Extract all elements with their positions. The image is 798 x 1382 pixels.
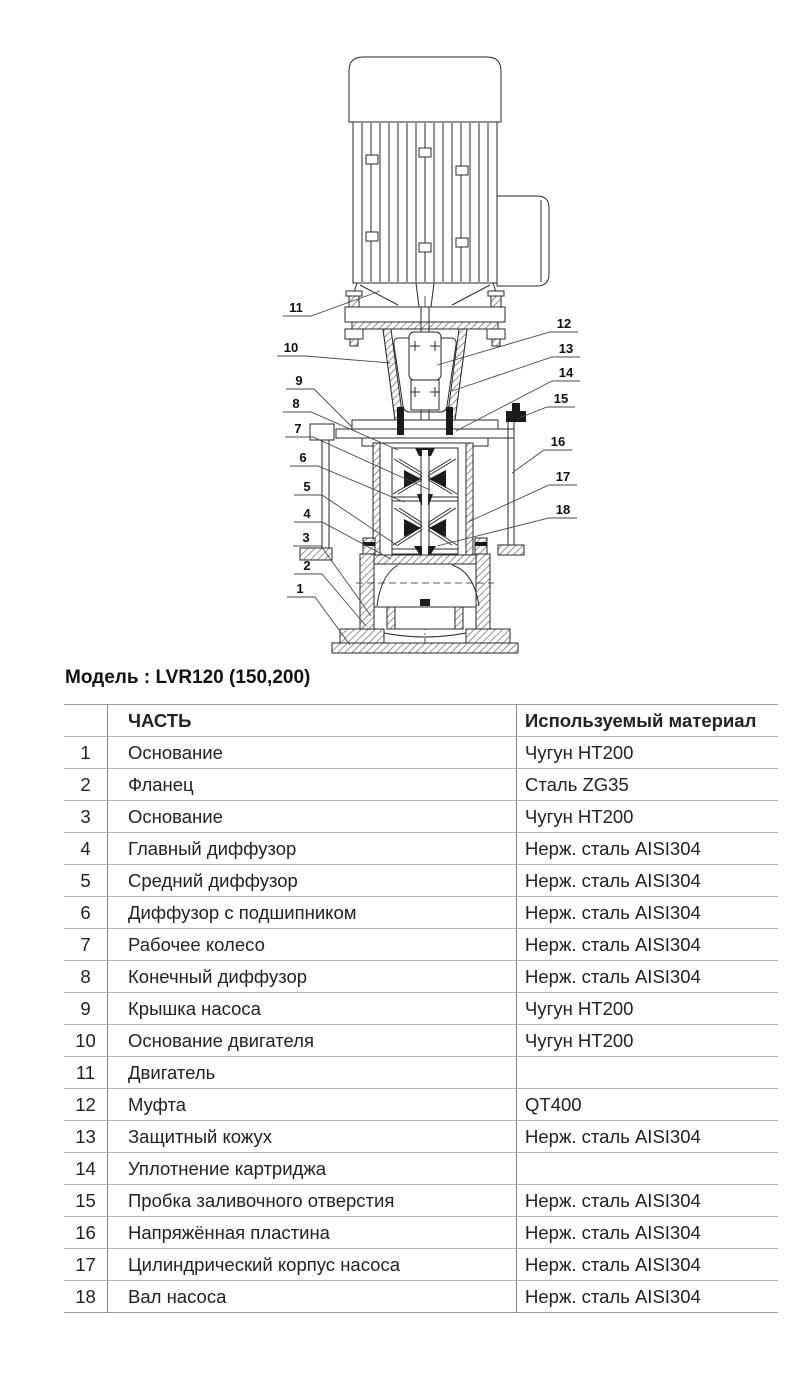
cell-part: Диффузор с подшипником bbox=[108, 897, 517, 929]
table-row bbox=[64, 1281, 778, 1313]
cell-material: Чугун HT200 bbox=[525, 741, 634, 763]
callout-leader-10 bbox=[277, 356, 390, 363]
callout-label-2: 2 bbox=[303, 558, 311, 573]
cell-part: Пробка заливочного отверстия bbox=[108, 1185, 517, 1217]
callout-label-17: 17 bbox=[555, 469, 571, 484]
cell-part: Вал насоса bbox=[108, 1281, 517, 1313]
cell-part: Главный диффузор bbox=[108, 833, 517, 865]
cell-num: 14 bbox=[64, 1153, 108, 1185]
cell-num: 1 bbox=[64, 737, 108, 769]
cell-num: 11 bbox=[64, 1057, 108, 1089]
drain-plug bbox=[420, 599, 430, 606]
cell-part: Цилиндрический корпус насоса bbox=[108, 1249, 517, 1281]
cell-num: 5 bbox=[64, 865, 108, 897]
cell-material: Нерж. сталь AISI304 bbox=[525, 869, 701, 891]
cell-part: Фланец bbox=[108, 769, 517, 801]
table-row bbox=[64, 769, 778, 801]
cell-num: 16 bbox=[64, 1217, 108, 1249]
cell-num: 6 bbox=[64, 897, 108, 929]
table-row bbox=[64, 1217, 778, 1249]
callout-label-8: 8 bbox=[292, 396, 300, 411]
cell-num: 17 bbox=[64, 1249, 108, 1281]
table-row bbox=[64, 1057, 778, 1089]
cell-num: 7 bbox=[64, 929, 108, 961]
cell-part: Рабочее колесо bbox=[108, 929, 517, 961]
table-row bbox=[64, 993, 778, 1025]
cell-part: Уплотнение картриджа bbox=[108, 1153, 517, 1185]
cell-part: Основание двигателя bbox=[108, 1025, 517, 1057]
cell-part: Средний диффузор bbox=[108, 865, 517, 897]
seal-cartridge-bolt bbox=[397, 407, 404, 435]
cell-material: Нерж. сталь AISI304 bbox=[525, 901, 701, 923]
callout-label-13: 13 bbox=[558, 341, 574, 356]
cell-part: Защитный кожух bbox=[108, 1121, 517, 1153]
model-title: Модель : LVR120 (150,200) bbox=[65, 667, 311, 688]
casing-stud-left bbox=[363, 538, 375, 554]
table-row bbox=[64, 801, 778, 833]
callout-label-1: 1 bbox=[296, 581, 304, 596]
terminal-box bbox=[497, 196, 549, 286]
motor bbox=[349, 57, 501, 307]
cell-material bbox=[517, 1153, 779, 1185]
callout-label-14: 14 bbox=[558, 365, 574, 380]
cell-part: Двигатель bbox=[108, 1057, 517, 1089]
cell-material: Нерж. сталь AISI304 bbox=[525, 965, 701, 987]
cell-material: Нерж. сталь AISI304 bbox=[525, 1189, 701, 1211]
header-material: Используемый материал bbox=[525, 709, 757, 731]
cell-num: 18 bbox=[64, 1281, 108, 1313]
table-row bbox=[64, 929, 778, 961]
cell-part: Основание bbox=[108, 737, 517, 769]
callout-label-10: 10 bbox=[283, 340, 299, 355]
callout-label-5: 5 bbox=[303, 479, 311, 494]
cell-material: Чугун HT200 bbox=[525, 805, 634, 827]
cell-num: 9 bbox=[64, 993, 108, 1025]
cell-num: 8 bbox=[64, 961, 108, 993]
cell-material bbox=[517, 1057, 779, 1089]
cell-material: Нерж. сталь AISI304 bbox=[525, 933, 701, 955]
cell-part: Муфта bbox=[108, 1089, 517, 1121]
callout-label-18: 18 bbox=[555, 502, 571, 517]
casing-stud-right bbox=[475, 538, 487, 554]
cell-material: Сталь ZG35 bbox=[525, 773, 629, 795]
pipe-flange-right bbox=[476, 554, 490, 630]
table-row bbox=[64, 1121, 778, 1153]
header-part: ЧАСТЬ bbox=[108, 705, 517, 737]
foot-right bbox=[466, 629, 510, 643]
callout-leader-15 bbox=[519, 407, 575, 418]
callout-label-7: 7 bbox=[294, 421, 302, 436]
table-row bbox=[64, 1089, 778, 1121]
cell-material: Чугун HT200 bbox=[525, 1029, 634, 1051]
cell-part: Конечный диффузор bbox=[108, 961, 517, 993]
cell-num: 3 bbox=[64, 801, 108, 833]
callout-label-11: 11 bbox=[289, 300, 303, 315]
table-header-row bbox=[64, 705, 778, 737]
base-plate bbox=[332, 643, 518, 653]
cell-material: Нерж. сталь AISI304 bbox=[525, 1253, 701, 1275]
header-num bbox=[64, 705, 108, 737]
table-row bbox=[64, 833, 778, 865]
cell-material: Чугун HT200 bbox=[525, 997, 634, 1019]
cell-num: 4 bbox=[64, 833, 108, 865]
table-row bbox=[64, 865, 778, 897]
parts-table bbox=[64, 704, 778, 1313]
cell-part: Крышка насоса bbox=[108, 993, 517, 1025]
table-row bbox=[64, 1185, 778, 1217]
callout-label-9: 9 bbox=[295, 373, 303, 388]
callout-label-3: 3 bbox=[302, 530, 310, 545]
cell-part: Основание bbox=[108, 801, 517, 833]
cell-material: Нерж. сталь AISI304 bbox=[525, 837, 701, 859]
cell-num: 12 bbox=[64, 1089, 108, 1121]
cell-material: Нерж. сталь AISI304 bbox=[525, 1221, 701, 1243]
callout-label-12: 12 bbox=[556, 316, 572, 331]
table-row bbox=[64, 737, 778, 769]
table-row bbox=[64, 961, 778, 993]
cell-num: 2 bbox=[64, 769, 108, 801]
callout-label-6: 6 bbox=[299, 450, 307, 465]
cell-num: 15 bbox=[64, 1185, 108, 1217]
cell-material: Нерж. сталь AISI304 bbox=[525, 1125, 701, 1147]
pipe-flange-left bbox=[360, 554, 374, 630]
fill-plug bbox=[506, 403, 526, 422]
table-row bbox=[64, 1249, 778, 1281]
cell-material: Нерж. сталь AISI304 bbox=[525, 1285, 701, 1307]
tension-plate-right bbox=[498, 422, 524, 555]
table-row bbox=[64, 1025, 778, 1057]
callout-label-16: 16 bbox=[550, 434, 566, 449]
cell-num: 10 bbox=[64, 1025, 108, 1057]
cell-num: 13 bbox=[64, 1121, 108, 1153]
callout-label-4: 4 bbox=[303, 506, 311, 521]
callout-label-15: 15 bbox=[553, 391, 569, 406]
cell-part: Напряжённая пластина bbox=[108, 1217, 517, 1249]
table-row bbox=[64, 897, 778, 929]
cell-material: QT400 bbox=[525, 1093, 582, 1115]
pump-diagram bbox=[0, 0, 798, 668]
seal-cartridge-bolt bbox=[446, 407, 453, 435]
table-row bbox=[64, 1153, 778, 1185]
